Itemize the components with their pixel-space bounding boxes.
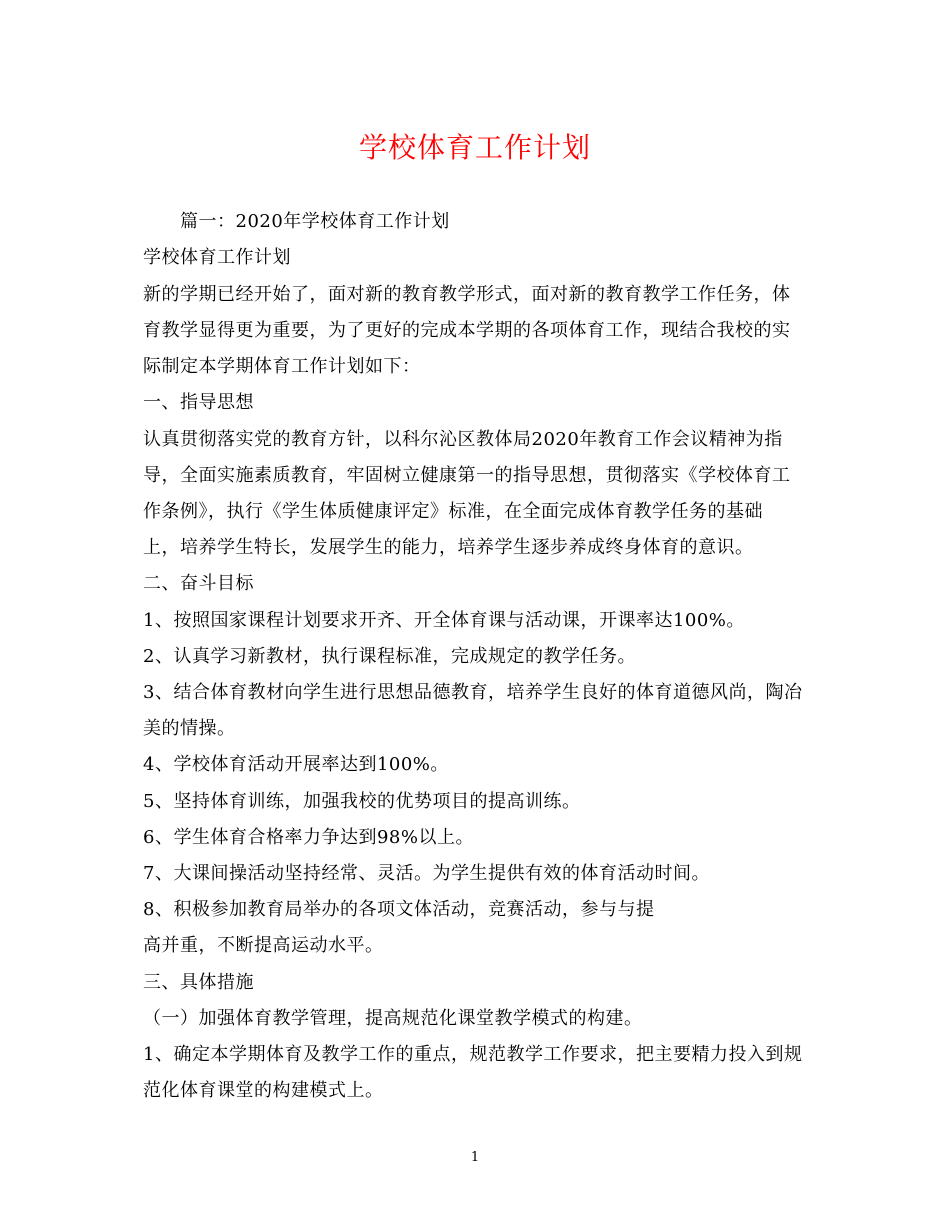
page-number: 1 — [470, 1150, 480, 1165]
list-item: 5、坚持体育训练，加强我校的优势项目的提高训练。 — [143, 791, 581, 812]
list-item: 高并重，不断提高运动水平。 — [143, 935, 384, 956]
paragraph-line: 学校体育工作计划 — [143, 247, 291, 268]
list-item: 3、结合体育教材向学生进行思想品德教育，培养学生良好的体育道德风尚，陶冶 — [143, 682, 803, 703]
list-item: 1、按照国家课程计划要求开齐、开全体育课与活动课，开课率达100%。 — [143, 610, 745, 631]
list-item: 范化体育课堂的构建模式上。 — [143, 1080, 384, 1101]
paragraph-line: 育教学显得更为重要，为了更好的完成本学期的各项体育工作，现结合我校的实 — [143, 320, 791, 341]
list-item: 2、认真学习新教材，执行课程标准，完成规定的教学任务。 — [143, 646, 636, 667]
section-heading: 一、指导思想 — [143, 392, 254, 413]
paragraph-line: 认真贯彻落实党的教育方针，以科尔沁区教体局2020年教育工作会议精神为指 — [143, 429, 783, 450]
paragraph-line: 际制定本学期体育工作计划如下： — [143, 356, 421, 377]
list-item: 6、学生体育合格率力争达到98%以上。 — [143, 827, 474, 848]
list-item: 7、大课间操活动坚持经常、灵活。为学生提供有效的体育活动时间。 — [143, 863, 710, 884]
paragraph-line: 导，全面实施素质教育，牢固树立健康第一的指导思想，贯彻落实《学校体育工 — [143, 465, 791, 486]
section-heading: 三、具体措施 — [143, 972, 254, 993]
paragraph-line: 新的学期已经开始了，面对新的教育教学形式，面对新的教育教学工作任务，体 — [143, 284, 791, 305]
list-item: 1、确定本学期体育及教学工作的重点，规范教学工作要求，把主要精力投入到规 — [143, 1044, 803, 1065]
list-item: 8、积极参加教育局举办的各项文体活动，竞赛活动，参与与提 — [143, 899, 655, 920]
paragraph-line: 上，培养学生特长，发展学生的能力，培养学生逐步养成终身体育的意识。 — [143, 537, 754, 558]
section-heading: 二、奋斗目标 — [143, 573, 254, 594]
document-title: 学校体育工作计划 — [358, 131, 591, 164]
list-item: 4、学校体育活动开展率达到100%。 — [143, 754, 449, 775]
list-item: 美的情操。 — [143, 718, 236, 739]
paragraph-line: 作条例》，执行《学生体质健康评定》标准，在全面完成体育教学任务的基础 — [143, 501, 763, 522]
paragraph-line: 篇一：2020年学校体育工作计划 — [180, 211, 450, 232]
subsection-heading: （一）加强体育教学管理，提高规范化课堂教学模式的构建。 — [143, 1008, 643, 1029]
